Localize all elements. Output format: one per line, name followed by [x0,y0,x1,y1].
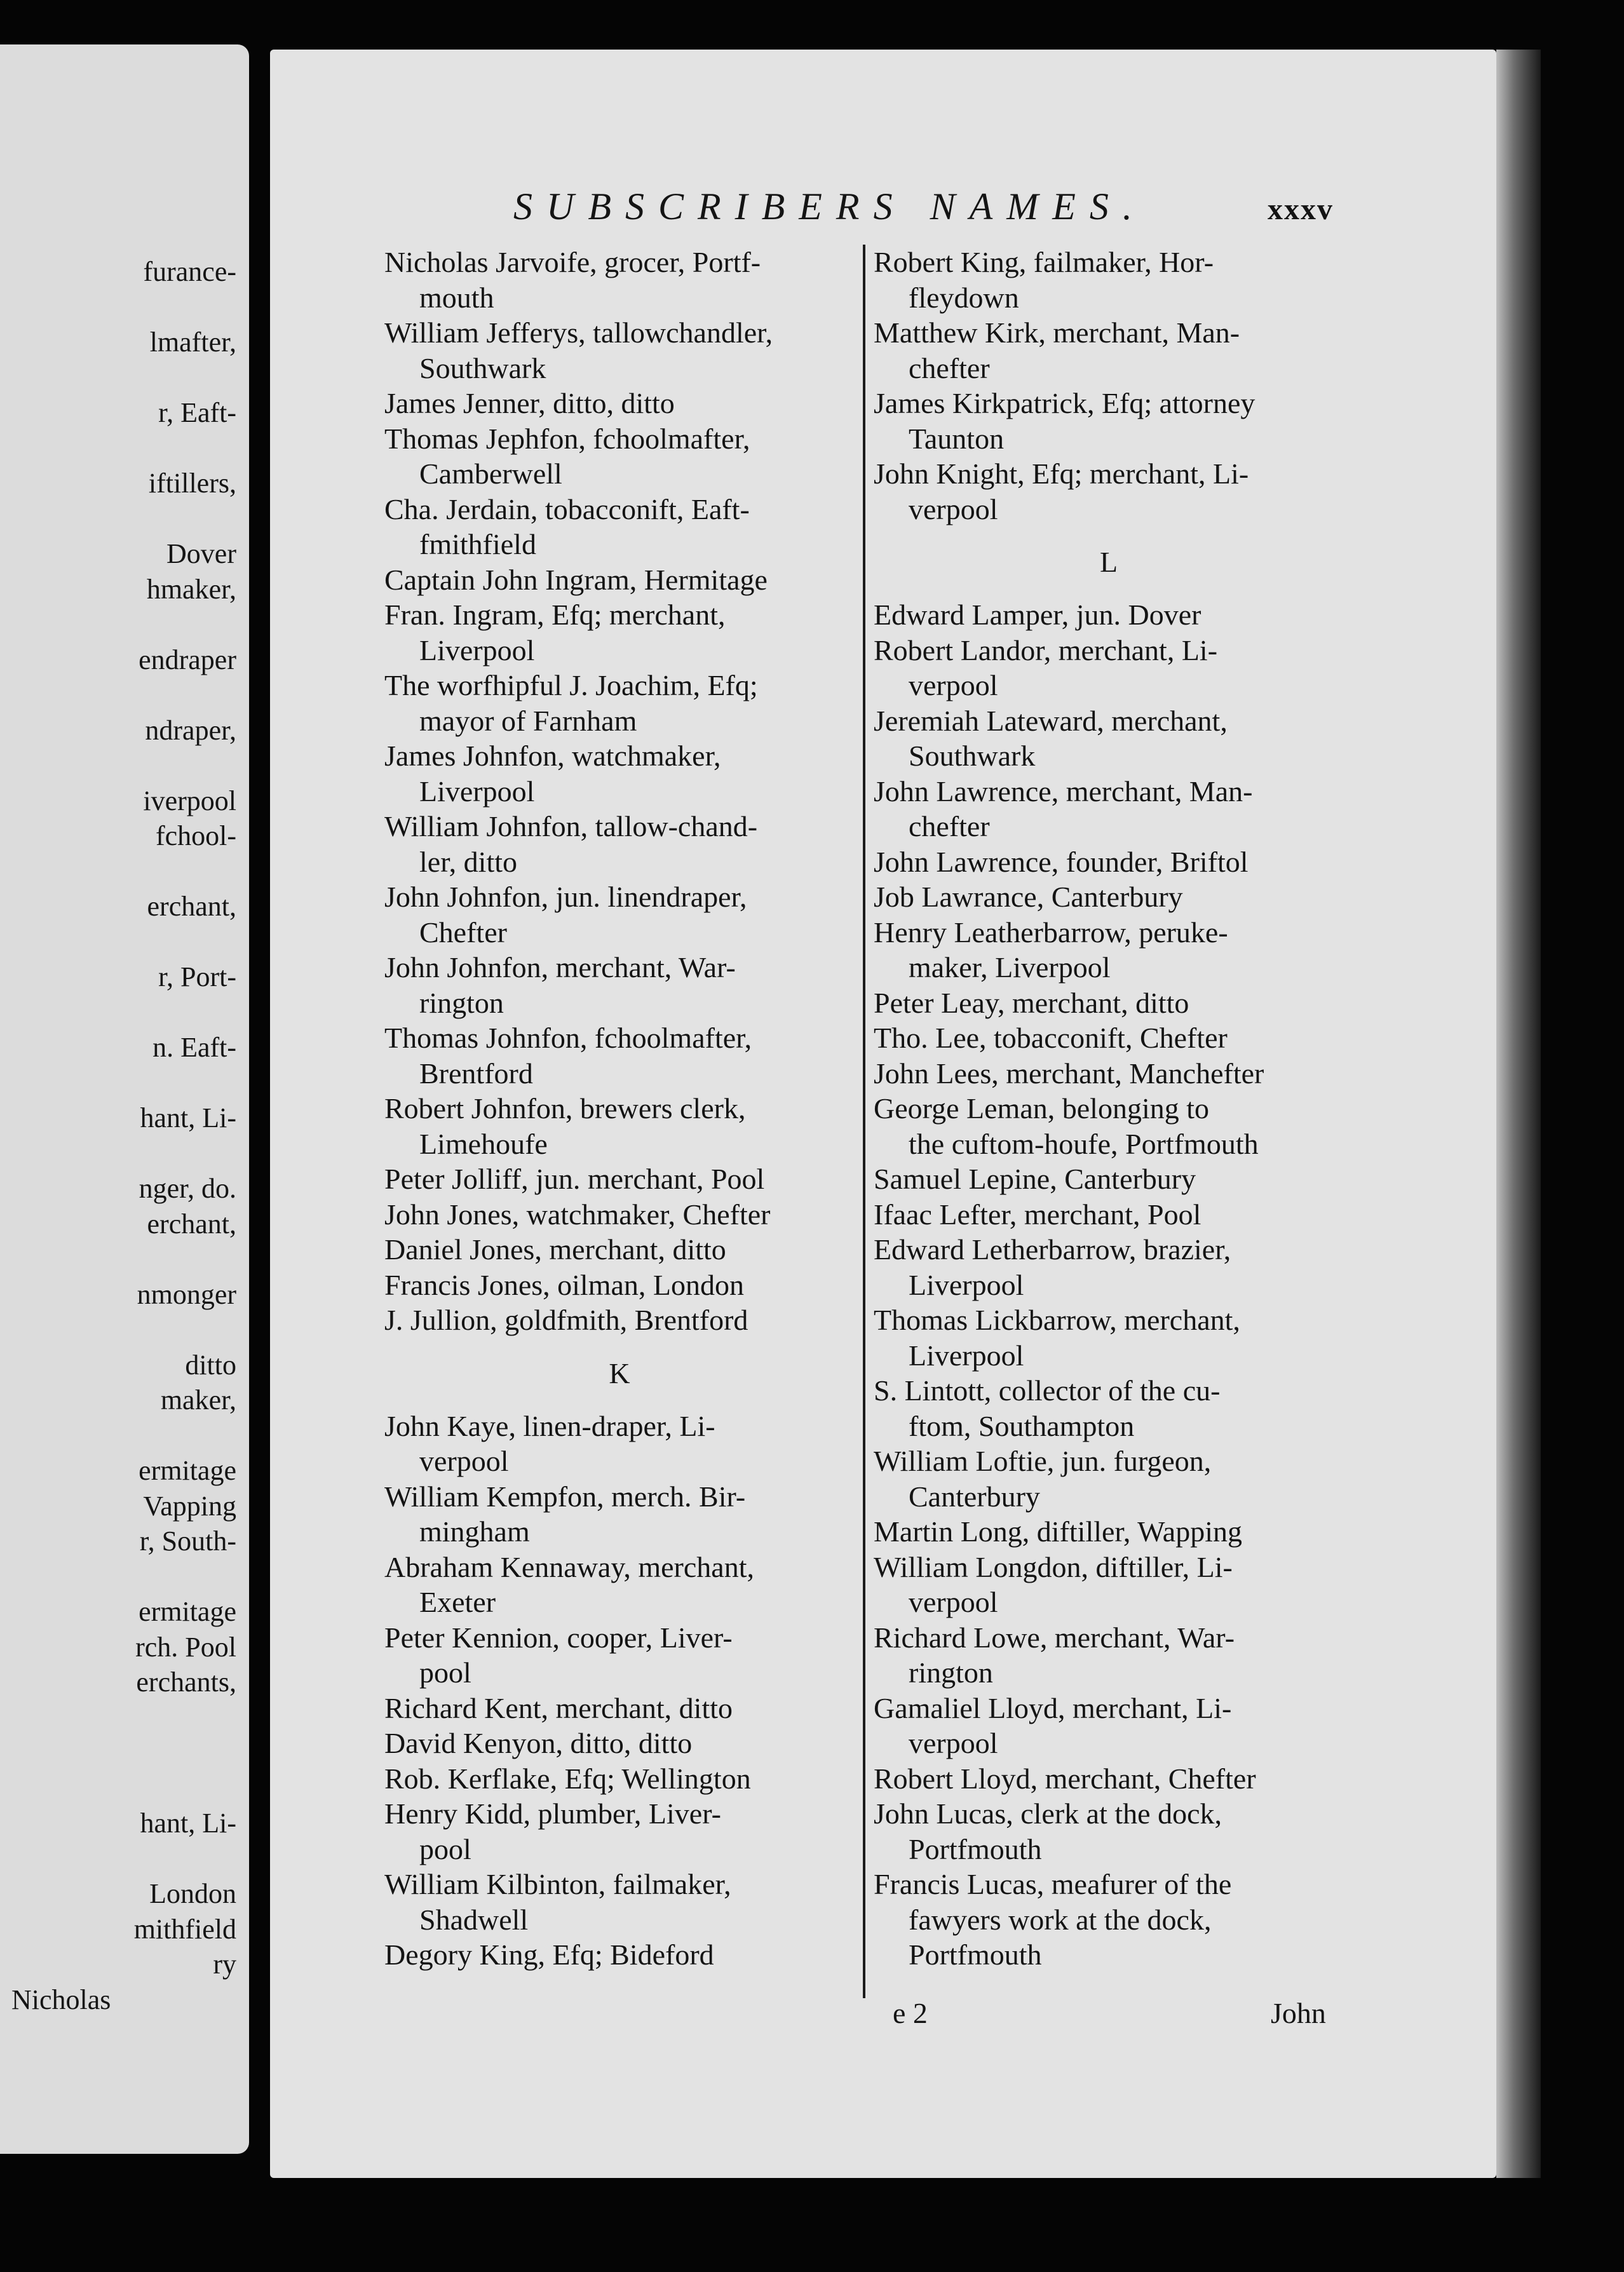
fragment-line [0,1771,249,1806]
entry-continuation: ler, ditto [419,845,518,878]
entry-continuation: verpool [909,1727,998,1759]
subscriber-entry: Robert Johnfon, brewers clerk, [384,1092,746,1125]
subscriber-entry: George Leman, belonging to [874,1092,1210,1125]
subscriber-entry: James Johnfon, watchmaker, [384,740,721,772]
entry-continuation: maker, Liverpool [909,951,1111,984]
subscriber-column-left [384,245,855,1973]
fragment-line [0,1418,249,1454]
subscriber-entry: Fran. Ingram, Efq; merchant, [384,598,726,631]
left-page-fragment [0,44,249,2154]
subscriber-entry: Rob. Kerflake, Efq; Wellington [384,1762,751,1795]
entry-continuation: rington [909,1656,993,1689]
entry-continuation: Chefter [419,916,507,949]
subscriber-entry: Matthew Kirk, merchant, Man- [874,316,1240,349]
fragment-line: erchants, [136,1667,236,1698]
fragment-line [0,1136,249,1172]
fragment-line [0,1735,249,1771]
fragment-line [0,1841,249,1877]
subscriber-entry: John Johnfon, jun. linendraper, [384,881,747,913]
fragment-line: erchant, [147,1208,236,1240]
subscriber-entry: John Johnfon, merchant, War- [384,951,736,984]
subscriber-entry: Ifaac Lefter, merchant, Pool [874,1198,1201,1231]
entry-continuation: Exeter [419,1586,496,1618]
fragment-line [0,995,249,1031]
subscriber-entry: Robert Lloyd, merchant, Chefter [874,1762,1256,1795]
fragment-line [0,501,249,537]
fragment-line [0,748,249,783]
subscriber-entry: Samuel Lepine, Canterbury [874,1163,1196,1195]
subscriber-entry: Peter Kennion, cooper, Liver- [384,1621,733,1654]
subscriber-entry: Henry Leatherbarrow, peruke- [874,916,1228,949]
subscriber-entry: Job Lawrance, Canterbury [874,881,1183,913]
subscriber-entry: William Johnfon, tallow-chand- [384,810,758,842]
entry-continuation: verpool [419,1445,509,1477]
fragment-line: iverpool [143,785,236,816]
subscriber-entry: S. Lintott, collector of the cu- [874,1374,1221,1407]
entry-continuation: pool [419,1656,471,1689]
fragment-line: mithfield [133,1913,236,1945]
subscriber-entry: William Jefferys, tallowchandler, [384,316,773,349]
fragment-line [0,1700,249,1736]
subscriber-entry: Daniel Jones, merchant, ditto [384,1233,726,1266]
entry-continuation: fleydown [909,281,1019,314]
fragment-line: hant, Li- [140,1808,236,1839]
fragment-line: ermitage [139,1455,236,1486]
fragment-line [0,1559,249,1595]
subscriber-entry: Robert Landor, merchant, Li- [874,633,1218,666]
entry-continuation: Southwark [909,740,1036,772]
entry-continuation: Liverpool [419,774,535,808]
subscriber-entry: Tho. Lee, tobacconift, Chefter [874,1022,1228,1054]
entry-continuation: fawyers work at the dock, [909,1903,1212,1936]
fragment-line [0,290,249,325]
fragment-line: Vapping [143,1490,236,1522]
entry-continuation: ftom, Southampton [909,1409,1135,1442]
fragment-line: endraper [139,644,236,675]
entry-continuation: fmithfield [419,528,536,560]
subscriber-entry: James Kirkpatrick, Efq; attorney [874,387,1255,419]
fragment-line: ry [213,1949,236,1980]
subscriber-entry: Thomas Lickbarrow, merchant, [874,1304,1240,1336]
subscriber-entry: Captain John Ingram, Hermitage [384,563,768,596]
entry-continuation: chefter [909,351,990,384]
fragment-line: London [149,1878,236,1909]
fragment-line: Nicholas [11,1984,111,2015]
fragment-line [0,1065,249,1101]
signature-mark: e 2 [893,1997,928,2029]
fragment-line: rch. Pool [135,1631,236,1663]
left-page-text [0,254,249,2017]
entry-continuation: chefter [909,810,990,842]
fragment-line: fchool- [155,820,236,851]
fragment-line: furance- [143,256,236,287]
fragment-line [0,1312,249,1348]
running-title: SUBSCRIBERS NAMES. [513,186,1146,227]
entry-continuation: pool [419,1832,471,1865]
fragment-line [0,431,249,466]
subscriber-entry: Gamaliel Lloyd, merchant, Li- [874,1691,1232,1724]
subscriber-entry: John Knight, Efq; merchant, Li- [874,457,1249,490]
subscriber-entry: John Lucas, clerk at the dock, [874,1797,1222,1830]
entry-continuation: verpool [909,1586,998,1618]
fragment-line: r, Eaft- [158,397,236,428]
subscriber-column-right [874,245,1344,1973]
fragment-line [0,854,249,889]
fragment-line: nmonger [137,1278,236,1310]
subscriber-entry: Martin Long, diftiller, Wapping [874,1515,1243,1548]
subscriber-entry: Richard Kent, merchant, ditto [384,1691,733,1724]
subscriber-entry: Henry Kidd, plumber, Liver- [384,1797,721,1830]
fragment-line [0,1241,249,1277]
subscriber-entry: Francis Lucas, meafurer of the [874,1868,1232,1900]
fragment-line: hant, Li- [140,1102,236,1133]
fragment-line: r, Port- [158,961,236,992]
subscriber-entry: William Loftie, jun. furgeon, [874,1445,1212,1477]
subscriber-entry: William Kilbinton, failmaker, [384,1868,731,1900]
fragment-line: maker, [160,1384,236,1416]
subscriber-entry: Abraham Kennaway, merchant, [384,1550,754,1583]
fragment-line [0,360,249,396]
subscriber-entry: Edward Lamper, jun. Dover [874,598,1201,631]
entry-continuation: Taunton [909,422,1005,455]
fragment-line: ndraper, [145,714,236,746]
entry-continuation: Canterbury [909,1480,1040,1513]
fragment-line: ermitage [139,1596,236,1627]
subscriber-entry: Richard Lowe, merchant, War- [874,1621,1235,1654]
entry-continuation: Southwark [419,351,546,384]
fragment-line [0,924,249,960]
fragment-line [0,677,249,713]
entry-continuation: Liverpool [909,1339,1024,1372]
section-letter: L [1099,546,1118,578]
entry-continuation: verpool [909,669,998,701]
fragment-line: r, South- [139,1525,236,1557]
fragment-line: erchant, [147,891,236,922]
entry-continuation: Shadwell [419,1903,529,1936]
entry-continuation: mingham [419,1515,530,1548]
subscriber-entry: David Kenyon, ditto, ditto [384,1727,693,1759]
entry-continuation: Liverpool [909,1268,1024,1301]
fragment-line [0,607,249,642]
entry-continuation: Brentford [419,1057,533,1090]
column-divider [863,245,865,1998]
subscriber-entry: Peter Jolliff, jun. merchant, Pool [384,1163,765,1195]
section-letter: K [609,1356,630,1390]
subscriber-entry: Nicholas Jarvoife, grocer, Portf- [384,246,761,278]
subscriber-entry: Degory King, Efq; Bideford [384,1938,714,1971]
catchword: John [1271,1997,1326,2029]
subscriber-entry: Edward Letherbarrow, brazier, [874,1233,1231,1266]
subscriber-entry: Thomas Johnfon, fchoolmafter, [384,1022,752,1054]
fragment-line: lmafter, [149,327,236,358]
entry-continuation: Limehoufe [419,1127,548,1160]
fragment-line: hmaker, [146,573,236,605]
entry-continuation: Liverpool [419,633,535,666]
subscriber-entry: Peter Leay, merchant, ditto [874,986,1189,1019]
subscriber-entry: John Lawrence, founder, Briftol [874,845,1248,878]
page-number: xxxv [1268,193,1334,226]
subscriber-entry: James Jenner, ditto, ditto [384,387,675,419]
entry-continuation: Camberwell [419,457,562,490]
page-edge [1496,50,1541,2178]
subscriber-entry: John Jones, watchmaker, Chefter [384,1198,771,1231]
fragment-line: nger, do. [139,1173,236,1204]
subscriber-entry: Jeremiah Lateward, merchant, [874,704,1228,737]
subscriber-entry: Cha. Jerdain, tobacconift, Eaft- [384,492,750,525]
entry-continuation: mouth [419,281,494,314]
entry-continuation: Portfmouth [909,1832,1042,1865]
fragment-line: Dover [166,538,236,569]
subscriber-entry: Thomas Jephfon, fchoolmafter, [384,422,750,455]
entry-continuation: verpool [909,492,998,525]
subscriber-entry: J. Jullion, goldfmith, Brentford [384,1304,748,1336]
entry-continuation: mayor of Farnham [419,704,637,737]
subscriber-entry: William Longdon, diftiller, Li- [874,1550,1233,1583]
entry-continuation: Portfmouth [909,1938,1042,1971]
fragment-line: iftillers, [148,468,236,499]
subscriber-entry: The worfhipful J. Joachim, Efq; [384,669,758,701]
subscriber-entry: William Kempfon, merch. Bir- [384,1480,746,1513]
subscriber-entry: John Lees, merchant, Manchefter [874,1057,1264,1090]
subscriber-entry: John Lawrence, merchant, Man- [874,774,1253,808]
subscriber-entry: Francis Jones, oilman, London [384,1268,744,1301]
subscriber-entry: John Kaye, linen-draper, Li- [384,1409,715,1442]
fragment-line: ditto [185,1349,236,1381]
fragment-line: n. Eaft- [152,1032,236,1063]
subscriber-entry: Robert King, failmaker, Hor- [874,246,1214,278]
entry-continuation: rington [419,986,504,1019]
entry-continuation: the cuftom-houfe, Portfmouth [909,1127,1259,1160]
